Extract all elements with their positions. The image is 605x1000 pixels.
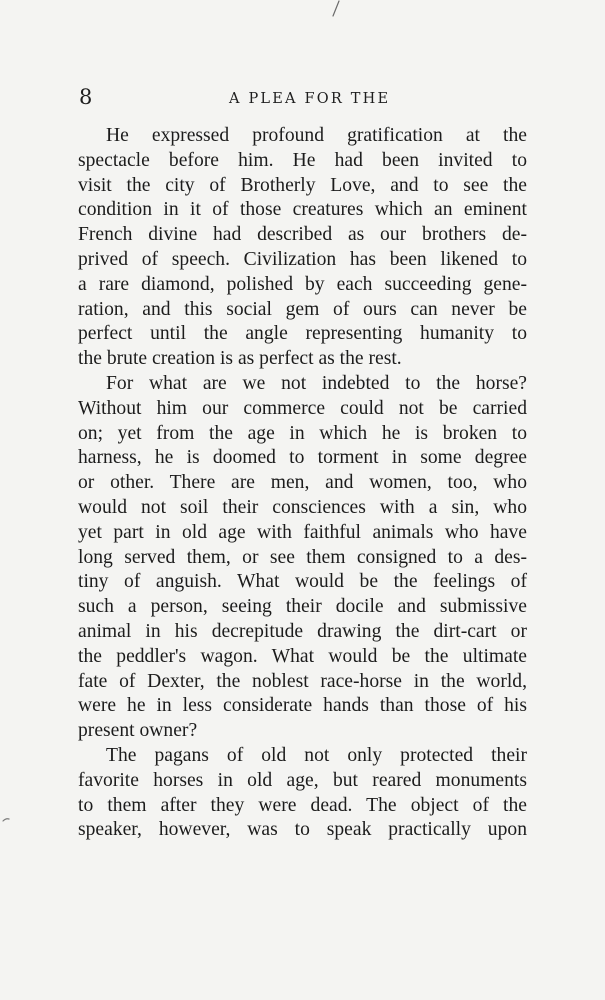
text-line: or other. There are men, and women, too, who [78,472,527,494]
text-line: such a person, seeing their docile and submissive [78,596,527,618]
paragraph [78,372,527,744]
text-line: animal in his decrepitude drawing the dirt-cart or [78,620,527,642]
running-header [79,84,527,110]
text-line: yet part in old age with faithful animals who have [78,521,527,543]
text-line: long served them, or see them consigned to a des- [78,546,527,568]
pencil-mark-icon [329,0,343,18]
text-line: tiny of anguish. What would be the feelings of [78,571,527,593]
text-line: a rare diamond, polished by each succeeding gene- [78,273,527,295]
paragraph [78,744,527,843]
text-line: to them after they were dead. The object of the [78,794,527,816]
ink-speck-icon [2,817,10,823]
text-line: favorite horses in old age, but reared monuments [78,769,527,791]
paragraph [78,124,527,372]
text-line: the peddler's wagon. What would be the ultimate [78,645,527,667]
text-line: harness, he is doomed to torment in some degree [78,447,527,469]
text-line: French divine had described as our brothers de- [78,224,527,246]
text-line: perfect until the angle representing humanity to [78,323,527,345]
text-line: Without him our commerce could not be carried [78,397,527,419]
text-line: condition in it of those creatures which an eminent [78,199,527,221]
text-line: present owner? [78,720,198,742]
text-line: prived of speech. Civilization has been likened to [78,248,527,270]
body-text [78,124,527,843]
running-title: A PLEA FOR THE [229,91,391,107]
text-line: The pagans of old not only protected their [106,744,527,766]
text-line: He expressed profound gratification at the [106,125,527,146]
text-line: For what are we not indebted to the horse? [106,372,527,394]
text-line: speaker, however, was to speak practically upon [78,819,527,841]
text-line: the brute creation is as perfect as the rest. [78,348,402,370]
text-line: were he in less considerate hands than those of his [78,695,527,717]
text-line: spectacle before him. He had been invited to [78,149,527,171]
text-line: ration, and this social gem of ours can never be [78,298,527,320]
text-line: visit the city of Brotherly Love, and to see the [78,174,527,196]
text-line: on; yet from the age in which he is broken to [78,422,527,444]
page-number: 8 [79,85,93,109]
text-line: fate of Dexter, the noblest race-horse in the world, [78,670,527,692]
text-line: would not soil their consciences with a sin, who [78,496,527,518]
